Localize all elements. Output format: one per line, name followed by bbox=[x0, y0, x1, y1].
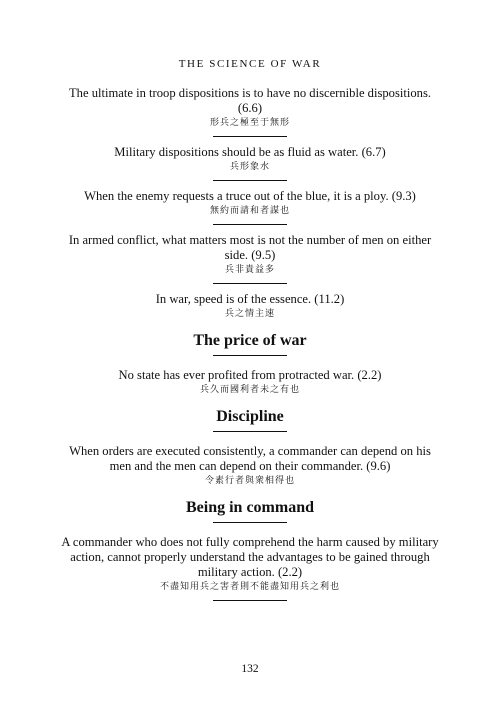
quote-block bbox=[60, 444, 440, 488]
quote-chinese: 兵久而國利者未之有也 bbox=[199, 385, 300, 395]
quote-english: When orders are executed consistently, a commander can depend on his men and the men can depend on their commander. (9.6) bbox=[69, 444, 431, 473]
quote-chinese: 令素行者與衆相得也 bbox=[204, 476, 295, 486]
quote-chinese: 兵形象水 bbox=[229, 162, 270, 172]
quote-block bbox=[60, 145, 440, 181]
quote-block bbox=[60, 368, 440, 397]
quote-block bbox=[60, 292, 440, 321]
section-heading: Discipline bbox=[216, 408, 284, 425]
quote-chinese: 兵之情主速 bbox=[224, 309, 275, 319]
heading-rule bbox=[213, 355, 287, 356]
quote-block bbox=[60, 233, 440, 284]
quote-block bbox=[60, 189, 440, 225]
quote-english: In armed conflict, what matters most is not the number of men on either side. (9.5) bbox=[68, 233, 432, 262]
quote-english: Military dispositions should be as fluid as water. (6.7) bbox=[114, 145, 386, 159]
divider-rule bbox=[213, 180, 287, 181]
page-content bbox=[60, 86, 440, 609]
quote-english: No state has ever profited from protracted war. (2.2) bbox=[118, 368, 382, 382]
section-heading: The price of war bbox=[193, 332, 307, 349]
quote-chinese: 形兵之極至于無形 bbox=[209, 118, 290, 128]
divider-rule bbox=[213, 600, 287, 601]
quote-chinese: 不盡知用兵之害者則不能盡知用兵之利也 bbox=[159, 582, 340, 592]
divider-rule bbox=[213, 136, 287, 137]
quote-english: A commander who does not fully comprehend the harm caused by military action, cannot properly understand the advantages to be gained through military action. (2.2) bbox=[61, 535, 439, 579]
quote-chinese: 無約而請和者謀也 bbox=[209, 206, 290, 216]
heading-rule bbox=[213, 522, 287, 523]
divider-rule bbox=[213, 224, 287, 225]
quote-block bbox=[60, 86, 440, 137]
quote-english: In war, speed is of the essence. (11.2) bbox=[155, 292, 345, 306]
divider-rule bbox=[213, 283, 287, 284]
quote-english: The ultimate in troop dispositions is to have no discernible dispositions. (6.6) bbox=[68, 86, 432, 115]
heading-rule bbox=[213, 431, 287, 432]
section-heading: Being in command bbox=[185, 499, 314, 516]
quote-english: When the enemy requests a truce out of the blue, it is a ploy. (9.3) bbox=[84, 189, 416, 203]
quote-block bbox=[60, 535, 440, 601]
running-header: THE SCIENCE OF WAR bbox=[178, 58, 322, 70]
page-number: 132 bbox=[241, 663, 259, 675]
quote-chinese: 兵非貴益多 bbox=[224, 265, 275, 275]
